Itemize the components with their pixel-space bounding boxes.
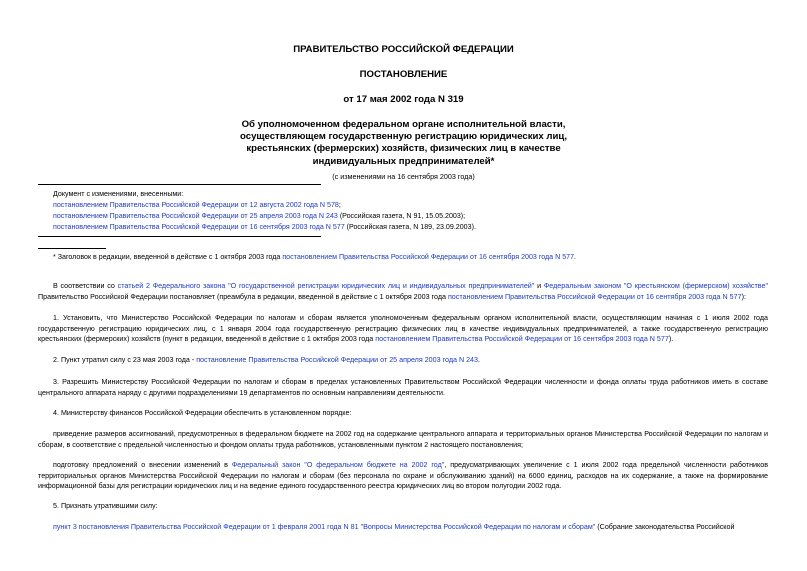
preamble-text-2: и xyxy=(534,282,544,290)
paragraph-4-item-b xyxy=(38,460,768,492)
paragraph-2-tail: . xyxy=(478,356,480,364)
amendment-link-3[interactable]: постановлением Правительства Российской Федерации от 16 сентября 2003 года N 577 xyxy=(53,223,345,231)
amendment-link-1[interactable]: постановлением Правительства Российской Федерации от 12 августа 2002 года N 578 xyxy=(53,201,339,209)
footnote-divider xyxy=(38,248,106,249)
preamble-paragraph xyxy=(38,281,768,302)
preamble-text-4: ): xyxy=(741,292,746,301)
amendment-tail-3: (Российская газета, N 189, 23.09.2003). xyxy=(344,223,476,231)
document-date-number: от 17 мая 2002 года N 319 xyxy=(343,94,464,105)
footnote-tail: . xyxy=(574,253,577,261)
paragraph-1 xyxy=(38,313,768,345)
amendment-item-2 xyxy=(53,211,465,222)
amendment-link-2[interactable]: постановлением Правительства Российской Федерации от 25 апреля 2003 года N 243 xyxy=(53,212,338,220)
title-line-1: Об уполномоченном федеральном органе исполнительной власти, xyxy=(241,119,566,130)
preamble-link-law-registration[interactable]: статьей 2 Федерального закона "О государственной регистрации юридических лиц и индивидуальных предпринимателей" xyxy=(117,282,535,290)
amendment-item-1 xyxy=(53,200,341,211)
paragraph-5-tail: (Собрание законодательства Российской xyxy=(595,523,735,531)
title-line-3: крестьянских (фермерских) хозяйств, физических лиц в качестве xyxy=(246,143,561,155)
paragraph-3: 3. Разрешить Министерству Российской Федерации по налогам и сборам в пределах установленных Правительством Российской Федерации численности и фонда оплаты труда работников иметь в составе центрального аппарата наряду с другими подразделениями 19 департаментов по основным направлениям деятельности. xyxy=(38,378,768,397)
paragraph-1-tail: ). xyxy=(668,335,674,344)
preamble-text-3: Правительство Российской Федерации постановляет (преамбула в редакции, введенной в действие с 1 октября 2003 года xyxy=(38,292,448,301)
paragraph-5-link-decree-81[interactable]: пункт 3 постановления Правительства Российской Федерации от 1 февраля 2001 года N 81 "Вопросы Министерства Российской Федерации по налогам и сборам" xyxy=(53,523,596,531)
divider-middle xyxy=(38,236,321,237)
amendment-item-3 xyxy=(53,222,476,233)
title-line-2: осуществляющем государственную регистрацию юридических лиц, xyxy=(240,131,567,143)
preamble-link-law-farm[interactable]: Федеральным законом "О крестьянском (фермерском) хозяйстве" xyxy=(543,282,768,290)
footnote xyxy=(53,252,576,263)
paragraph-4b-text-1: подготовку предложений о внесении изменений в xyxy=(53,461,232,469)
amendment-tail-1: ; xyxy=(338,201,341,209)
paragraph-4-item-a: приведение размеров ассигнований, предусмотренных в федеральном бюджете на 2002 год на содержание центрального аппарата и территориальных органов Министерства Российской Федерации по налогам и сборам, в соответствие с предельной численностью и фондом оплаты труда работников, установленными пунктом 2 настоящего постановления; xyxy=(38,430,768,449)
revision-note: (с изменениями на 16 сентября 2003 года) xyxy=(332,172,475,181)
amendment-tail-2: (Российская газета, N 91, 15.05.2003); xyxy=(337,212,466,220)
document-type: ПОСТАНОВЛЕНИЕ xyxy=(359,69,448,80)
paragraph-2 xyxy=(38,355,768,366)
preamble-link-decree-577[interactable]: постановлением Правительства Российской Федерации от 16 сентября 2003 года N 577 xyxy=(447,292,742,301)
amendments-intro: Документ с изменениями, внесенными: xyxy=(53,190,184,198)
title-line-4: индивидуальных предпринимателей* xyxy=(312,155,495,167)
paragraph-1-link[interactable]: постановлением Правительства Российской Федерации от 16 сентября 2003 года N 577 xyxy=(375,335,669,344)
paragraph-1-text: 1. Установить, что Министерство Российской Федерации по налогам и сборам является уполномоченным федеральным органом исполнительной власти, осуществляющим начиная с 1 июля 2002 года государственную регистрацию юридических лиц, с 1 января 2004 года государственную регистрацию физических лиц в качестве индивидуальных предпринимателей, а также государственную регистрацию крестьянских (фермерских) хозяйств (пункт в редакции, введенной в действие с 1 октября 2003 года xyxy=(38,314,768,344)
document-title xyxy=(200,119,607,168)
footnote-text: * Заголовок в редакции, введенной в действие с 1 октября 2003 года xyxy=(53,253,283,261)
paragraph-5: 5. Признать утратившими силу: xyxy=(53,502,158,510)
paragraph-5-item xyxy=(38,522,768,533)
paragraph-4b-text-2: , предусматривающих увеличение с 1 июля 2002 года предельной численности работников территориальных органов Министерства Российской Федерации по налогам и сборам (без персонала по охране и обслуживанию зданий) на 6000 единиц, расходов на их содержание, а также на формирование информационной базы для регистрации юридических лиц и на ведение единого государственного реестра юридических лиц во втором полугодии 2002 года. xyxy=(38,461,768,491)
divider-top xyxy=(38,184,321,185)
preamble-text-1: В соответствии со xyxy=(53,282,118,290)
government-heading: ПРАВИТЕЛЬСТВО РОССИЙСКОЙ ФЕДЕРАЦИИ xyxy=(293,44,514,55)
paragraph-2-text: 2. Пункт утратил силу с 23 мая 2003 года - xyxy=(53,356,197,364)
paragraph-4: 4. Министерству финансов Российской Федерации обеспечить в установленном порядке: xyxy=(53,409,352,417)
footnote-link[interactable]: постановлением Правительства Российской Федерации от 16 сентября 2003 года N 577 xyxy=(282,253,575,261)
paragraph-4b-link-budget-law[interactable]: Федеральный закон "О федеральном бюджете на 2002 год" xyxy=(231,461,445,469)
paragraph-2-link[interactable]: постановление Правительства Российской Федерации от 25 апреля 2003 года N 243 xyxy=(196,356,478,364)
